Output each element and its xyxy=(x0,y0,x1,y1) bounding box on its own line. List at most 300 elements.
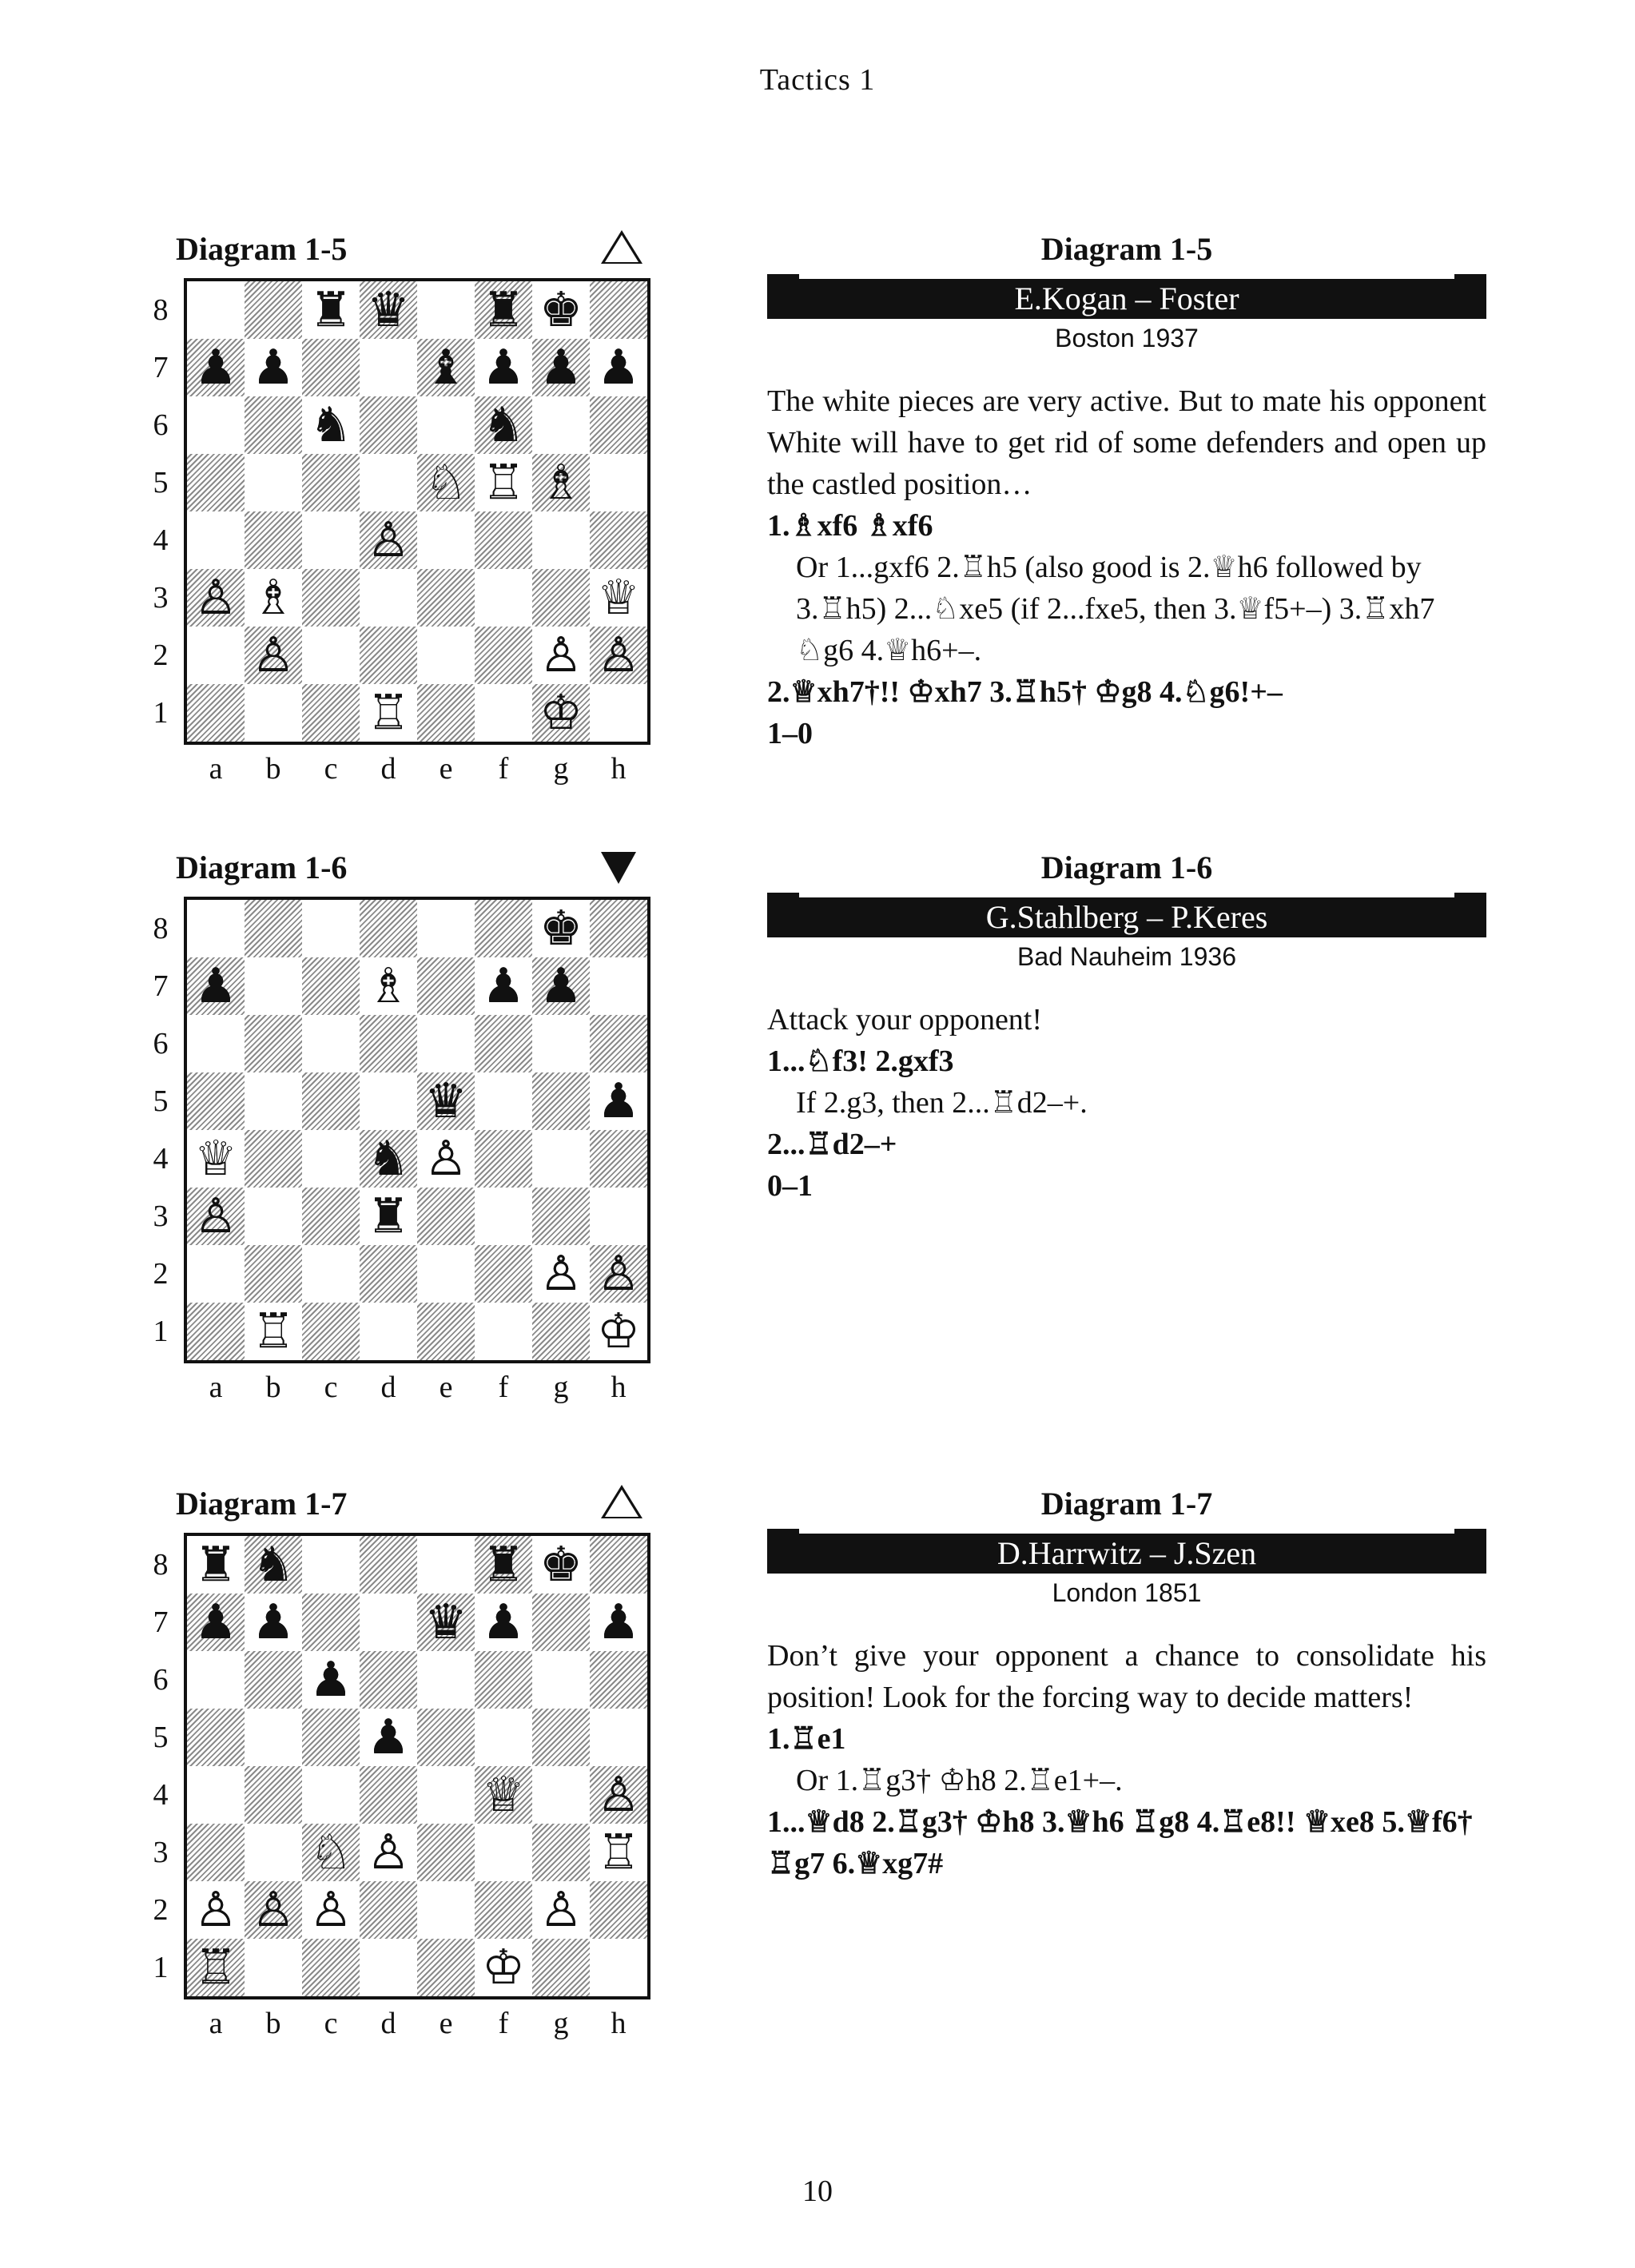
white-rook-icon: ♖ xyxy=(597,1824,640,1880)
square-e2 xyxy=(417,1881,475,1939)
square-a5 xyxy=(187,1709,245,1766)
file-label: g xyxy=(553,1371,569,1404)
square-g2 xyxy=(532,1881,590,1939)
rank-label: 7 xyxy=(153,969,169,1003)
black-pawn-icon: ♟ xyxy=(252,1594,295,1650)
white-king-icon: ♔ xyxy=(597,1303,640,1359)
square-c1 xyxy=(302,1303,360,1360)
square-c2 xyxy=(302,1881,360,1939)
square-b4 xyxy=(245,1766,302,1824)
square-e4 xyxy=(417,1766,475,1824)
square-g3 xyxy=(532,569,590,627)
main-line-move: 0–1 xyxy=(767,1169,813,1203)
file-labels xyxy=(187,2006,647,2041)
square-f1 xyxy=(475,1939,532,1996)
square-g4 xyxy=(532,511,590,569)
square-b8 xyxy=(245,900,302,957)
square-a4 xyxy=(187,511,245,569)
square-h7 xyxy=(590,1594,647,1651)
square-c3 xyxy=(302,569,360,627)
square-a8 xyxy=(187,281,245,339)
square-e1 xyxy=(417,1939,475,1996)
square-b6 xyxy=(245,396,302,454)
file-label: h xyxy=(611,2007,627,2040)
black-queen-icon: ♛ xyxy=(367,282,410,338)
square-f2 xyxy=(475,1881,532,1939)
game-text xyxy=(767,230,1486,754)
square-f6 xyxy=(475,1015,532,1072)
square-b6 xyxy=(245,1015,302,1072)
square-f1 xyxy=(475,684,532,742)
square-g7 xyxy=(532,339,590,396)
square-c6 xyxy=(302,1015,360,1072)
rank-label: 5 xyxy=(153,1721,169,1754)
square-b3 xyxy=(245,1824,302,1881)
rank-label: 2 xyxy=(153,1257,169,1291)
square-g1 xyxy=(532,684,590,742)
white-knight-icon: ♘ xyxy=(424,455,467,511)
square-g2 xyxy=(532,1245,590,1303)
white-bishop-icon: ♗ xyxy=(367,958,410,1014)
square-c5 xyxy=(302,1709,360,1766)
square-g5 xyxy=(532,1709,590,1766)
square-a7 xyxy=(187,957,245,1015)
black-pawn-icon: ♟ xyxy=(482,1594,525,1650)
square-b4 xyxy=(245,511,302,569)
file-label: d xyxy=(380,2007,396,2040)
file-label: a xyxy=(209,752,223,786)
rank-label: 1 xyxy=(153,696,169,730)
black-knight-icon: ♞ xyxy=(309,397,352,453)
chess-board-wrapper xyxy=(153,1533,650,2040)
square-b4 xyxy=(245,1130,302,1188)
page-number: 10 xyxy=(802,2174,833,2208)
square-g6 xyxy=(532,1015,590,1072)
white-pawn-icon: ♙ xyxy=(309,1882,352,1938)
event-caption: London 1851 xyxy=(1052,1578,1202,1607)
square-b3 xyxy=(245,569,302,627)
square-d5 xyxy=(360,454,417,511)
square-f3 xyxy=(475,1188,532,1245)
square-c7 xyxy=(302,957,360,1015)
black-pawn-icon: ♟ xyxy=(194,1594,237,1650)
square-c5 xyxy=(302,1072,360,1130)
move-lines xyxy=(767,505,1486,754)
diagram-label: Diagram 1-7 xyxy=(176,1486,348,1522)
square-c7 xyxy=(302,339,360,396)
square-g8 xyxy=(532,900,590,957)
file-label: d xyxy=(380,752,396,786)
file-label: b xyxy=(265,752,281,786)
black-knight-icon: ♞ xyxy=(367,1131,410,1187)
file-label: h xyxy=(611,1371,627,1404)
square-d1 xyxy=(360,1303,417,1360)
square-e8 xyxy=(417,1536,475,1594)
black-pawn-icon: ♟ xyxy=(482,958,525,1014)
square-h8 xyxy=(590,1536,647,1594)
rank-label: 6 xyxy=(153,408,169,442)
square-b2 xyxy=(245,1245,302,1303)
square-d6 xyxy=(360,396,417,454)
square-g1 xyxy=(532,1303,590,1360)
rank-label: 5 xyxy=(153,1084,169,1118)
file-label: g xyxy=(553,2007,569,2040)
black-rook-icon: ♜ xyxy=(309,282,352,338)
black-bishop-icon: ♝ xyxy=(424,340,467,396)
rank-label: 3 xyxy=(153,581,169,615)
black-pawn-icon: ♟ xyxy=(194,340,237,396)
square-f2 xyxy=(475,1245,532,1303)
rank-label: 1 xyxy=(153,1951,169,1984)
square-c4 xyxy=(302,1766,360,1824)
square-e7 xyxy=(417,957,475,1015)
file-label: a xyxy=(209,1371,223,1404)
square-g3 xyxy=(532,1188,590,1245)
file-labels xyxy=(187,1370,647,1405)
square-d3 xyxy=(360,569,417,627)
white-pawn-icon: ♙ xyxy=(252,1882,295,1938)
square-a3 xyxy=(187,569,245,627)
square-f7 xyxy=(475,339,532,396)
square-b1 xyxy=(245,1303,302,1360)
chess-board-wrapper xyxy=(153,897,650,1404)
square-a3 xyxy=(187,1188,245,1245)
square-d8 xyxy=(360,1536,417,1594)
white-pawn-icon: ♙ xyxy=(367,512,410,568)
square-f4 xyxy=(475,1130,532,1188)
intro-paragraph: Attack your opponent! xyxy=(767,1003,1043,1037)
players-banner: G.Stahlberg – P.Keres xyxy=(767,897,1486,937)
white-pawn-icon: ♙ xyxy=(194,570,237,626)
square-e3 xyxy=(417,1824,475,1881)
square-h6 xyxy=(590,1651,647,1709)
square-f6 xyxy=(475,396,532,454)
rank-label: 5 xyxy=(153,466,169,499)
rank-label: 7 xyxy=(153,351,169,384)
rank-label: 8 xyxy=(153,912,169,945)
white-king-icon: ♔ xyxy=(539,685,583,741)
analysis-note: If 2.g3, then 2...♖d2–+. xyxy=(796,1086,1088,1120)
rank-label: 8 xyxy=(153,1548,169,1582)
square-e5 xyxy=(417,1072,475,1130)
square-e5 xyxy=(417,1709,475,1766)
white-knight-icon: ♘ xyxy=(309,1824,352,1880)
square-e8 xyxy=(417,281,475,339)
square-g6 xyxy=(532,396,590,454)
black-rook-icon: ♜ xyxy=(367,1188,410,1244)
rank-label: 3 xyxy=(153,1836,169,1869)
square-h7 xyxy=(590,339,647,396)
square-h4 xyxy=(590,511,647,569)
white-pawn-icon: ♙ xyxy=(194,1882,237,1938)
white-pawn-icon: ♙ xyxy=(597,627,640,683)
main-line-move: 1...♘f3! 2.gxf3 xyxy=(767,1044,954,1078)
square-d7 xyxy=(360,957,417,1015)
square-c8 xyxy=(302,900,360,957)
white-queen-icon: ♕ xyxy=(482,1767,525,1823)
square-d6 xyxy=(360,1015,417,1072)
square-d7 xyxy=(360,1594,417,1651)
square-h2 xyxy=(590,1245,647,1303)
square-a2 xyxy=(187,1245,245,1303)
move-lines xyxy=(767,1718,1486,1884)
file-label: a xyxy=(209,2007,223,2040)
main-line-move: 1.♖e1 xyxy=(767,1722,846,1756)
square-d1 xyxy=(360,1939,417,1996)
square-b1 xyxy=(245,684,302,742)
square-g2 xyxy=(532,627,590,684)
square-f3 xyxy=(475,569,532,627)
square-a2 xyxy=(187,1881,245,1939)
file-labels xyxy=(187,751,647,786)
rank-label: 8 xyxy=(153,293,169,327)
file-label: f xyxy=(498,2007,509,2040)
square-c3 xyxy=(302,1824,360,1881)
square-c7 xyxy=(302,1594,360,1651)
diagram-label: Diagram 1-5 xyxy=(176,231,348,267)
square-c3 xyxy=(302,1188,360,1245)
square-h2 xyxy=(590,1881,647,1939)
black-pawn-icon: ♟ xyxy=(367,1709,410,1765)
analysis-note: Or 1.♖g3† ♔h8 2.♖e1+–. xyxy=(796,1764,1123,1797)
square-d3 xyxy=(360,1188,417,1245)
square-b5 xyxy=(245,1709,302,1766)
square-h2 xyxy=(590,627,647,684)
file-label: f xyxy=(498,752,509,786)
file-label: e xyxy=(439,1371,453,1404)
white-queen-icon: ♕ xyxy=(194,1131,237,1187)
white-pawn-icon: ♙ xyxy=(539,627,583,683)
square-d7 xyxy=(360,339,417,396)
main-line-move: 2.♕xh7†!! ♔xh7 3.♖h5† ♔g8 4.♘g6!+– xyxy=(767,675,1283,709)
square-c5 xyxy=(302,454,360,511)
square-d3 xyxy=(360,1824,417,1881)
main-line-move: 2...♖d2–+ xyxy=(767,1128,897,1161)
square-a2 xyxy=(187,627,245,684)
square-a6 xyxy=(187,1015,245,1072)
square-d4 xyxy=(360,1766,417,1824)
game-text xyxy=(767,849,1486,1207)
square-a3 xyxy=(187,1824,245,1881)
square-d2 xyxy=(360,627,417,684)
square-d6 xyxy=(360,1651,417,1709)
square-h1 xyxy=(590,1939,647,1996)
file-label: f xyxy=(498,1371,509,1404)
diagram-label: Diagram 1-6 xyxy=(176,850,348,885)
square-e6 xyxy=(417,1015,475,1072)
square-e2 xyxy=(417,627,475,684)
diagram-title: Diagram 1-6 xyxy=(1040,850,1213,885)
square-f5 xyxy=(475,1072,532,1130)
square-f5 xyxy=(475,1709,532,1766)
rank-labels xyxy=(149,281,173,742)
square-e3 xyxy=(417,569,475,627)
square-f8 xyxy=(475,900,532,957)
rank-labels xyxy=(149,900,173,1360)
file-label: b xyxy=(265,1371,281,1404)
rank-label: 6 xyxy=(153,1027,169,1060)
square-d4 xyxy=(360,511,417,569)
rank-label: 4 xyxy=(153,1778,169,1812)
black-pawn-icon: ♟ xyxy=(539,340,583,396)
square-e1 xyxy=(417,684,475,742)
black-knight-icon: ♞ xyxy=(482,397,525,453)
white-pawn-icon: ♙ xyxy=(597,1767,640,1823)
move-lines xyxy=(767,1040,1486,1207)
black-king-icon: ♚ xyxy=(539,282,583,338)
square-h3 xyxy=(590,569,647,627)
rank-label: 3 xyxy=(153,1200,169,1233)
square-a7 xyxy=(187,339,245,396)
square-g1 xyxy=(532,1939,590,1996)
square-e7 xyxy=(417,1594,475,1651)
black-pawn-icon: ♟ xyxy=(597,1073,640,1129)
square-d1 xyxy=(360,684,417,742)
square-e6 xyxy=(417,1651,475,1709)
black-king-icon: ♚ xyxy=(539,1537,583,1593)
square-e2 xyxy=(417,1245,475,1303)
square-h7 xyxy=(590,957,647,1015)
square-e6 xyxy=(417,396,475,454)
square-a5 xyxy=(187,454,245,511)
chess-board xyxy=(184,897,650,1363)
square-d4 xyxy=(360,1130,417,1188)
square-g4 xyxy=(532,1766,590,1824)
square-f7 xyxy=(475,1594,532,1651)
square-g3 xyxy=(532,1824,590,1881)
analysis-note: Or 1...gxf6 2.♖h5 (also good is 2.♕h6 followed by 3.♖h5) 2...♘xe5 (if 2...fxe5, then 3.♕f5+–) 3.♖xh7 ♘g6 4.♕h6+–. xyxy=(796,551,1435,667)
file-label: c xyxy=(324,1371,338,1404)
square-a8 xyxy=(187,1536,245,1594)
main-line-move: 1.♗xf6 ♗xf6 xyxy=(767,509,933,543)
square-h6 xyxy=(590,396,647,454)
square-h4 xyxy=(590,1130,647,1188)
black-pawn-icon: ♟ xyxy=(539,958,583,1014)
white-pawn-icon: ♙ xyxy=(367,1824,410,1880)
rank-label: 4 xyxy=(153,1142,169,1176)
black-queen-icon: ♛ xyxy=(424,1594,467,1650)
white-to-move-icon xyxy=(601,1485,642,1518)
square-a5 xyxy=(187,1072,245,1130)
diagram-title: Diagram 1-5 xyxy=(1040,231,1213,267)
square-c1 xyxy=(302,684,360,742)
white-queen-icon: ♕ xyxy=(597,570,640,626)
square-f3 xyxy=(475,1824,532,1881)
square-a4 xyxy=(187,1130,245,1188)
square-g5 xyxy=(532,454,590,511)
black-king-icon: ♚ xyxy=(539,901,583,957)
square-b6 xyxy=(245,1651,302,1709)
square-b5 xyxy=(245,454,302,511)
black-pawn-icon: ♟ xyxy=(252,340,295,396)
square-g7 xyxy=(532,957,590,1015)
file-label: d xyxy=(380,1371,396,1404)
square-f8 xyxy=(475,1536,532,1594)
file-label: g xyxy=(553,752,569,786)
square-a4 xyxy=(187,1766,245,1824)
square-c2 xyxy=(302,1245,360,1303)
main-line-move: 1...♕d8 2.♖g3† ♔h8 3.♕h6 ♖g8 4.♖e8!! ♕xe8 5.♕f6† ♖g7 6.♕xg7# xyxy=(767,1805,1473,1880)
square-a1 xyxy=(187,1303,245,1360)
rank-label: 6 xyxy=(153,1663,169,1697)
square-h5 xyxy=(590,454,647,511)
square-e4 xyxy=(417,511,475,569)
square-c8 xyxy=(302,281,360,339)
square-d5 xyxy=(360,1709,417,1766)
square-b8 xyxy=(245,1536,302,1594)
file-label: h xyxy=(611,752,627,786)
white-pawn-icon: ♙ xyxy=(252,627,295,683)
square-e5 xyxy=(417,454,475,511)
white-to-move-icon xyxy=(601,230,642,264)
square-a6 xyxy=(187,396,245,454)
square-h5 xyxy=(590,1709,647,1766)
rank-label: 1 xyxy=(153,1315,169,1348)
square-g8 xyxy=(532,1536,590,1594)
square-g6 xyxy=(532,1651,590,1709)
white-king-icon: ♔ xyxy=(482,1940,525,1995)
black-rook-icon: ♜ xyxy=(194,1537,237,1593)
white-bishop-icon: ♗ xyxy=(252,570,295,626)
square-b5 xyxy=(245,1072,302,1130)
square-e1 xyxy=(417,1303,475,1360)
black-pawn-icon: ♟ xyxy=(597,340,640,396)
black-rook-icon: ♜ xyxy=(482,1537,525,1593)
intro-paragraph: Don’t give your opponent a chance to consolidate his position! Look for the forcing way to decide matters! xyxy=(767,1639,1486,1714)
white-pawn-icon: ♙ xyxy=(539,1246,583,1302)
square-f4 xyxy=(475,511,532,569)
square-g8 xyxy=(532,281,590,339)
square-f2 xyxy=(475,627,532,684)
square-c2 xyxy=(302,627,360,684)
square-g7 xyxy=(532,1594,590,1651)
square-a1 xyxy=(187,1939,245,1996)
rank-label: 4 xyxy=(153,523,169,557)
square-f1 xyxy=(475,1303,532,1360)
square-g5 xyxy=(532,1072,590,1130)
square-h3 xyxy=(590,1824,647,1881)
square-f4 xyxy=(475,1766,532,1824)
file-label: e xyxy=(439,752,453,786)
square-b7 xyxy=(245,339,302,396)
square-d8 xyxy=(360,281,417,339)
square-e3 xyxy=(417,1188,475,1245)
square-b3 xyxy=(245,1188,302,1245)
square-c1 xyxy=(302,1939,360,1996)
square-c6 xyxy=(302,396,360,454)
square-h1 xyxy=(590,1303,647,1360)
square-c6 xyxy=(302,1651,360,1709)
square-b8 xyxy=(245,281,302,339)
black-to-move-icon xyxy=(601,852,636,884)
black-rook-icon: ♜ xyxy=(482,282,525,338)
white-bishop-icon: ♗ xyxy=(539,455,583,511)
square-a6 xyxy=(187,1651,245,1709)
running-header: Tactics 1 xyxy=(759,63,876,97)
square-h3 xyxy=(590,1188,647,1245)
square-c4 xyxy=(302,511,360,569)
square-h8 xyxy=(590,900,647,957)
chess-board xyxy=(184,278,650,745)
black-pawn-icon: ♟ xyxy=(482,340,525,396)
square-d8 xyxy=(360,900,417,957)
square-f8 xyxy=(475,281,532,339)
white-rook-icon: ♖ xyxy=(482,455,525,511)
event-caption: Boston 1937 xyxy=(1055,324,1199,352)
white-pawn-icon: ♙ xyxy=(424,1131,467,1187)
file-label: e xyxy=(439,2007,453,2040)
diagram-title: Diagram 1-7 xyxy=(1040,1486,1213,1522)
